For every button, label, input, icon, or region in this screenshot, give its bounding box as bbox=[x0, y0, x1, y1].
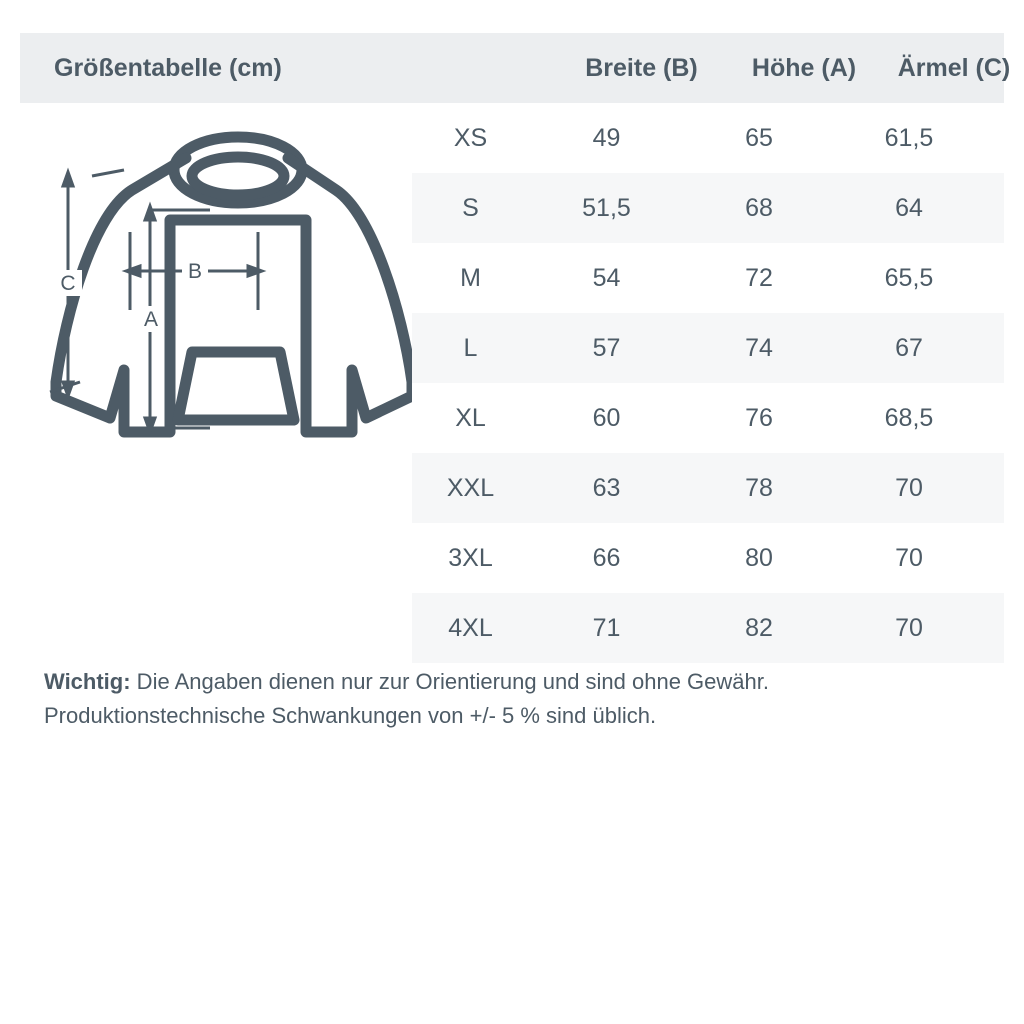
table-row bbox=[412, 243, 1004, 313]
hoodie-outline-icon bbox=[56, 137, 412, 432]
cell-size: XS bbox=[453, 123, 488, 152]
disclaimer-note bbox=[44, 665, 994, 733]
cell-sleeve: 61,5 bbox=[884, 123, 934, 152]
label-a: A bbox=[143, 308, 159, 331]
cell-height: 74 bbox=[745, 333, 773, 362]
label-b: B bbox=[187, 260, 203, 283]
cell-size: 3XL bbox=[448, 543, 493, 572]
pocket-icon bbox=[178, 352, 294, 420]
measure-lines bbox=[50, 170, 262, 432]
cell-width: 71 bbox=[592, 613, 621, 642]
table-row bbox=[412, 103, 1004, 173]
hoodie-diagram bbox=[20, 110, 412, 650]
cell-width: 63 bbox=[592, 473, 621, 502]
size-table bbox=[412, 103, 1004, 663]
cell-sleeve: 68,5 bbox=[884, 403, 934, 432]
cell-height: 82 bbox=[745, 613, 773, 642]
cell-width: 66 bbox=[592, 543, 621, 572]
cell-size: M bbox=[460, 263, 481, 292]
cell-sleeve: 70 bbox=[895, 473, 923, 502]
cell-sleeve: 65,5 bbox=[884, 263, 934, 292]
cell-sleeve: 64 bbox=[895, 193, 923, 222]
table-row bbox=[412, 593, 1004, 663]
page-title: Größentabelle (cm) bbox=[54, 53, 282, 82]
cell-height: 65 bbox=[745, 123, 773, 152]
table-row bbox=[412, 453, 1004, 523]
disclaimer-lead: Wichtig: bbox=[44, 669, 131, 694]
column-header-sleeve: Ärmel (C) bbox=[897, 53, 1011, 82]
cell-size: L bbox=[463, 333, 478, 362]
label-c: C bbox=[60, 272, 76, 295]
cell-sleeve: 67 bbox=[895, 333, 923, 362]
table-row bbox=[412, 523, 1004, 593]
cell-height: 68 bbox=[745, 193, 773, 222]
table-row bbox=[412, 313, 1004, 383]
cell-width: 57 bbox=[592, 333, 621, 362]
column-header-width: Breite (B) bbox=[585, 53, 698, 82]
column-header-height: Höhe (A) bbox=[751, 53, 857, 82]
table-row bbox=[412, 383, 1004, 453]
cell-size: 4XL bbox=[448, 613, 493, 642]
header-column-group bbox=[554, 54, 1024, 83]
cell-width: 51,5 bbox=[582, 193, 631, 222]
cell-height: 80 bbox=[745, 543, 773, 572]
cell-size: S bbox=[462, 193, 479, 222]
cell-width: 49 bbox=[592, 123, 621, 152]
table-header-row bbox=[20, 33, 1011, 103]
cell-width: 54 bbox=[592, 263, 621, 292]
cell-sleeve: 70 bbox=[895, 543, 923, 572]
table-row bbox=[412, 173, 1004, 243]
cell-width: 60 bbox=[592, 403, 621, 432]
cell-height: 78 bbox=[745, 473, 773, 502]
cell-size: XXL bbox=[446, 473, 495, 502]
cell-height: 72 bbox=[745, 263, 773, 292]
disclaimer-text: Die Angaben dienen nur zur Orientierung und sind ohne Gewähr. Produktionstechnische Schwankungen von +/- 5 % sind üblich. bbox=[44, 669, 769, 728]
cell-height: 76 bbox=[745, 403, 773, 432]
cell-size: XL bbox=[455, 403, 486, 432]
cell-sleeve: 70 bbox=[895, 613, 923, 642]
